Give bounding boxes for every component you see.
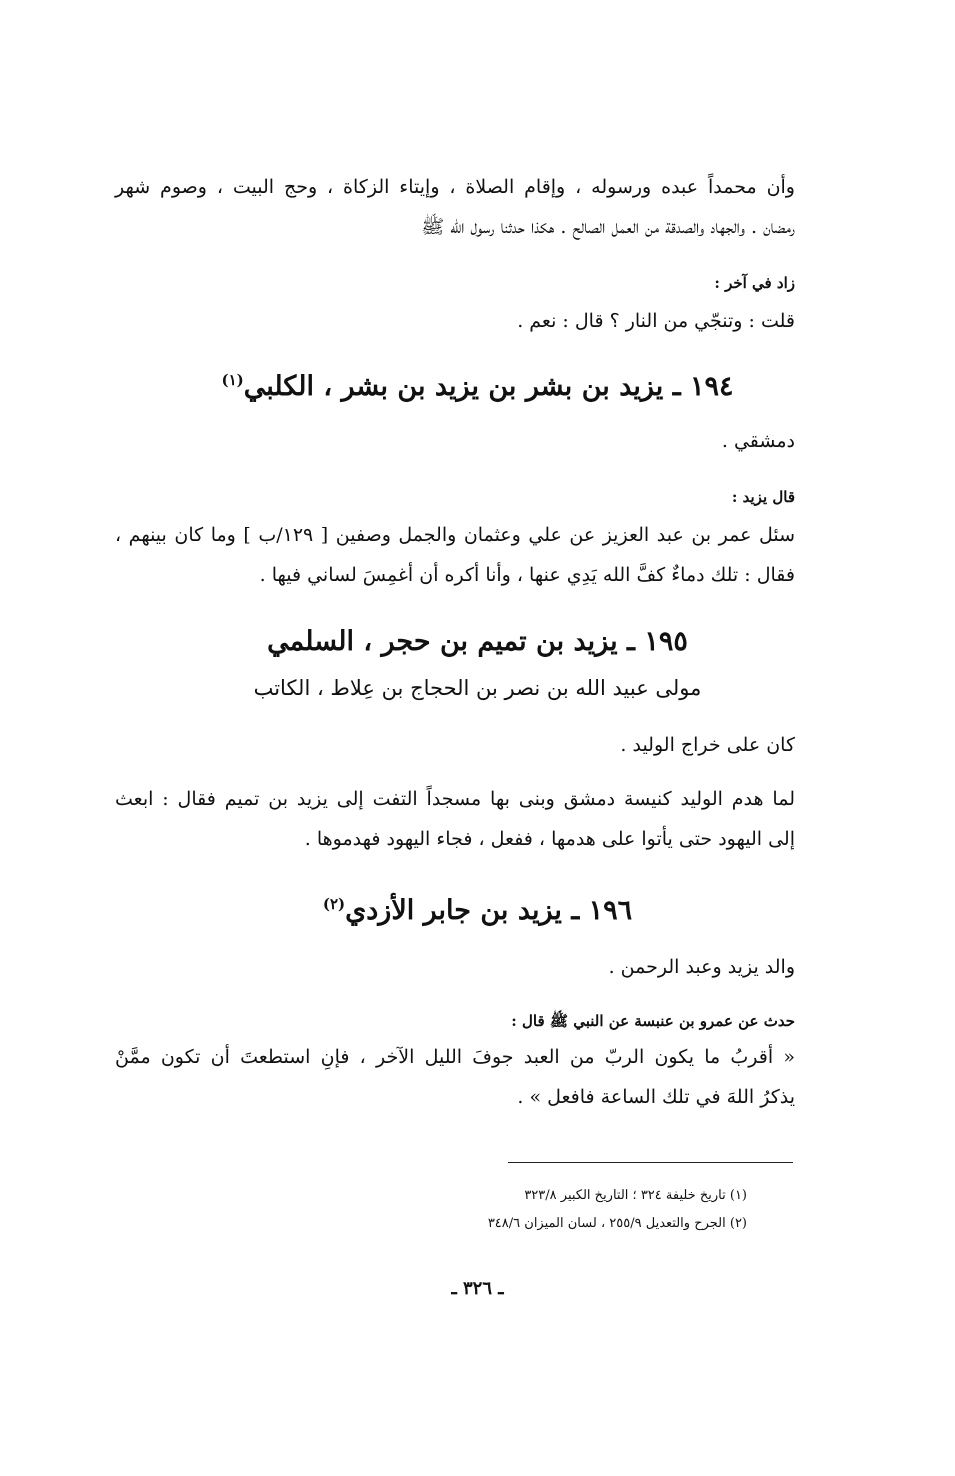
entry-196-line-1: والد يزيد وعبد الرحمن . bbox=[608, 956, 795, 978]
entry-194-origin: دمشقي . bbox=[721, 430, 795, 452]
intro-line-2: رمضان . والجهاد والصدقة من العمل الصالح . هكذا حدثنا رسول الله ﷺ bbox=[421, 216, 795, 238]
page-number: ـ ٣٢٦ ـ bbox=[451, 1278, 504, 1299]
entry-196-text-1: « أقربُ ما يكون الربّ من العبد جوفَ الليل الآخر ، فإنِ استطعتَ أن تكون ممَّنْ bbox=[115, 1046, 795, 1068]
entry-194-heading bbox=[0, 360, 955, 407]
entry-196-hadith-label: حدث عن عمرو بن عنبسة عن النبي ﷺ قال : bbox=[511, 1012, 795, 1030]
footnote-divider bbox=[508, 1162, 793, 1163]
entry-196-text-2: يذكرُ اللهَ في تلك الساعة فافعل » . bbox=[517, 1086, 795, 1108]
zad-label: زاد في آخر : bbox=[714, 274, 795, 292]
footnote-mark-2: (٢) bbox=[322, 895, 346, 913]
footnote-2: (٢) الجرح والتعديل ٢٥٥/٩ ، لسان الميزان ٣٤٨/٦ bbox=[487, 1216, 747, 1231]
entry-196-heading bbox=[0, 884, 955, 931]
entry-195-text-1: لما هدم الوليد كنيسة دمشق وبنى بها مسجداً التفت إلى يزيد بن تميم فقال : ابعث bbox=[115, 788, 795, 810]
entry-195-text-2: إلى اليهود حتى يأتوا على هدمها ، ففعل ، فجاء اليهود فهدموها . bbox=[304, 828, 795, 850]
footnote-mark-1: (١) bbox=[221, 371, 244, 389]
intro-line-1: وأن محمداً عبده ورسوله ، وإقام الصلاة ، وإيتاء الزكاة ، وحج البيت ، وصوم شهر bbox=[115, 176, 795, 198]
entry-195-heading: ١٩٥ ـ يزيد بن تميم بن حجر ، السلمي bbox=[267, 626, 688, 657]
entry-194-title: ١٩٤ ـ يزيد بن بشر بن يزيد بن بشر ، الكلبي bbox=[243, 371, 734, 402]
qult-line: قلت : وتنجّي من النار ؟ قال : نعم . bbox=[517, 310, 795, 332]
entry-195-subheading: مولى عبيد الله بن نصر بن الحجاج بن عِلاط ، الكاتب bbox=[253, 676, 702, 700]
entry-194-qala-label: قال يزيد : bbox=[731, 488, 795, 506]
entry-194-text-1: سئل عمر بن عبد العزيز عن علي وعثمان والجمل وصفين [ ١٢٩/ب ] وما كان بينهم ، bbox=[115, 524, 795, 546]
entry-194-text-2: فقال : تلك دماءٌ كفَّ الله يَدِي عنها ، وأنا أكره أن أغمِسَ لساني فيها . bbox=[259, 564, 795, 586]
entry-196-title: ١٩٦ ـ يزيد بن جابر الأزدي bbox=[345, 895, 633, 926]
entry-195-line-1: كان على خراج الوليد . bbox=[620, 734, 795, 756]
footnote-1: (١) تاريخ خليفة ٣٢٤ ؛ التاريخ الكبير ٣٢٣/٨ bbox=[524, 1188, 747, 1203]
